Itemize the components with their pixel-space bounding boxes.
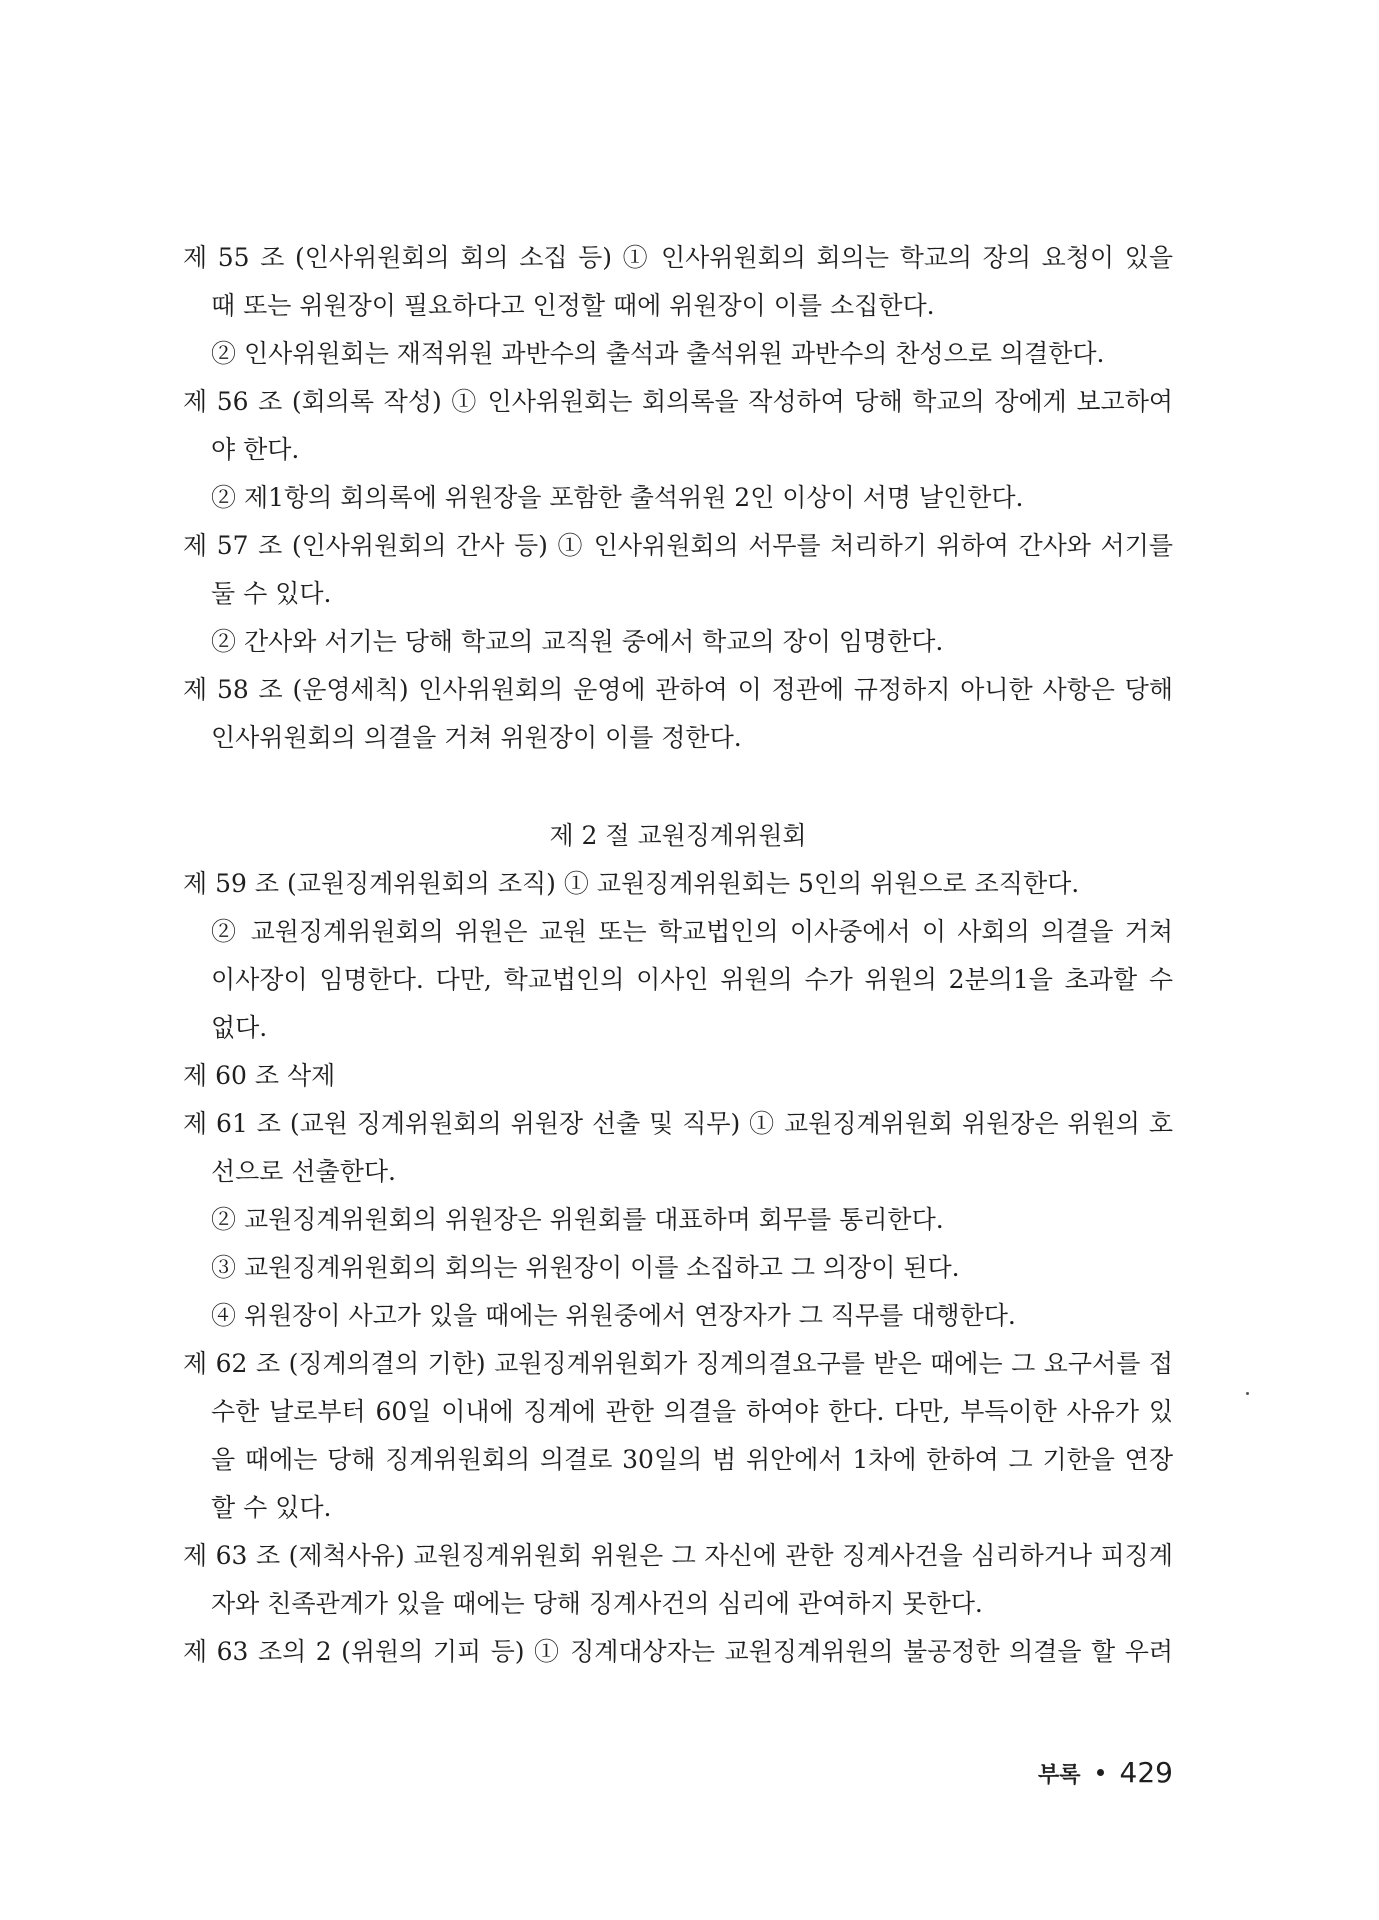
article-58-line-1: 제 58 조 (운영세칙) 인사위원회의 운영에 관하여 이 정관에 규정하지 아니한 사항은 당해	[183, 675, 1173, 704]
bullet-icon	[1097, 1769, 1104, 1776]
article-57-line-1: 제 57 조 (인사위원회의 간사 등) ① 인사위원회의 서무를 처리하기 위하여 간사와 서기를	[183, 531, 1173, 560]
article-59-clause-2-line-1: ② 교원징계위원회의 위원은 교원 또는 학교법인의 이사중에서 이 사회의 의결을 거쳐	[211, 917, 1173, 946]
article-57-clause-2: ② 간사와 서기는 당해 학교의 교직원 중에서 학교의 장이 임명한다.	[211, 627, 944, 656]
article-63-2-line-1: 제 63 조의 2 (위원의 기피 등) ① 징계대상자는 교원징계위원의 불공정한 의결을 할 우려	[183, 1637, 1173, 1666]
article-61-line-2: 선으로 선출한다.	[211, 1157, 396, 1186]
article-56-line-1: 제 56 조 (회의록 작성) ① 인사위원회는 회의록을 작성하여 당해 학교의 장에게 보고하여	[183, 387, 1173, 416]
article-59-clause-2-line-3: 없다.	[211, 1013, 268, 1042]
article-61-line-1: 제 61 조 (교원 징계위원회의 위원장 선출 및 직무) ① 교원징계위원회 위원장은 위원의 호	[183, 1109, 1173, 1138]
article-62-line-4: 할 수 있다.	[211, 1493, 332, 1522]
article-62-line-3: 을 때에는 당해 징계위원회의 의결로 30일의 범 위안에서 1차에 한하여 그 기한을 연장	[211, 1445, 1173, 1474]
article-59-line-1: 제 59 조 (교원징계위원회의 조직) ① 교원징계위원회는 5인의 위원으로 조직한다.	[183, 869, 1080, 898]
section-heading: 제 2 절 교원징계위원회	[549, 821, 807, 850]
article-55-clause-2: ② 인사위원회는 재적위원 과반수의 출석과 출석위원 과반수의 찬성으로 의결한다.	[211, 339, 1105, 368]
article-62-line-2: 수한 날로부터 60일 이내에 징계에 관한 의결을 하여야 한다. 다만, 부득이한 사유가 있	[211, 1397, 1173, 1426]
article-56-line-2: 야 한다.	[211, 435, 300, 464]
article-56-clause-2: ② 제1항의 회의록에 위원장을 포함한 출석위원 2인 이상이 서명 날인한다.	[211, 483, 1024, 512]
article-61-clause-3: ③ 교원징계위원회의 회의는 위원장이 이를 소집하고 그 의장이 된다.	[211, 1253, 960, 1282]
article-61-clause-2: ② 교원징계위원회의 위원장은 위원회를 대표하며 회무를 통리한다.	[211, 1205, 944, 1234]
article-55-line-2: 때 또는 위원장이 필요하다고 인정할 때에 위원장이 이를 소집한다.	[211, 291, 935, 320]
footer-label: 부록	[1038, 1763, 1081, 1788]
article-62-line-1: 제 62 조 (징계의결의 기한) 교원징계위원회가 징계의결요구를 받은 때에는 그 요구서를 접	[183, 1349, 1173, 1378]
page-number: 429	[1119, 1756, 1173, 1789]
article-63-line-2: 자와 친족관계가 있을 때에는 당해 징계사건의 심리에 관여하지 못한다.	[211, 1589, 983, 1618]
article-59-clause-2-line-2: 이사장이 임명한다. 다만, 학교법인의 이사인 위원의 수가 위원의 2분의1을 초과할 수	[211, 965, 1173, 994]
article-58-line-2: 인사위원회의 의결을 거쳐 위원장이 이를 정한다.	[211, 723, 742, 752]
article-61-clause-4: ④ 위원장이 사고가 있을 때에는 위원중에서 연장자가 그 직무를 대행한다.	[211, 1301, 1016, 1330]
article-55-line-1: 제 55 조 (인사위원회의 회의 소집 등) ① 인사위원회의 회의는 학교의 장의 요청이 있을	[183, 243, 1173, 272]
article-63-line-1: 제 63 조 (제척사유) 교원징계위원회 위원은 그 자신에 관한 징계사건을 심리하거나 피징계	[183, 1541, 1173, 1570]
page-footer	[1038, 1756, 1173, 1796]
article-57-line-2: 둘 수 있다.	[211, 579, 332, 608]
article-60-line: 제 60 조 삭제	[183, 1061, 336, 1090]
scan-speck	[1246, 1392, 1249, 1395]
